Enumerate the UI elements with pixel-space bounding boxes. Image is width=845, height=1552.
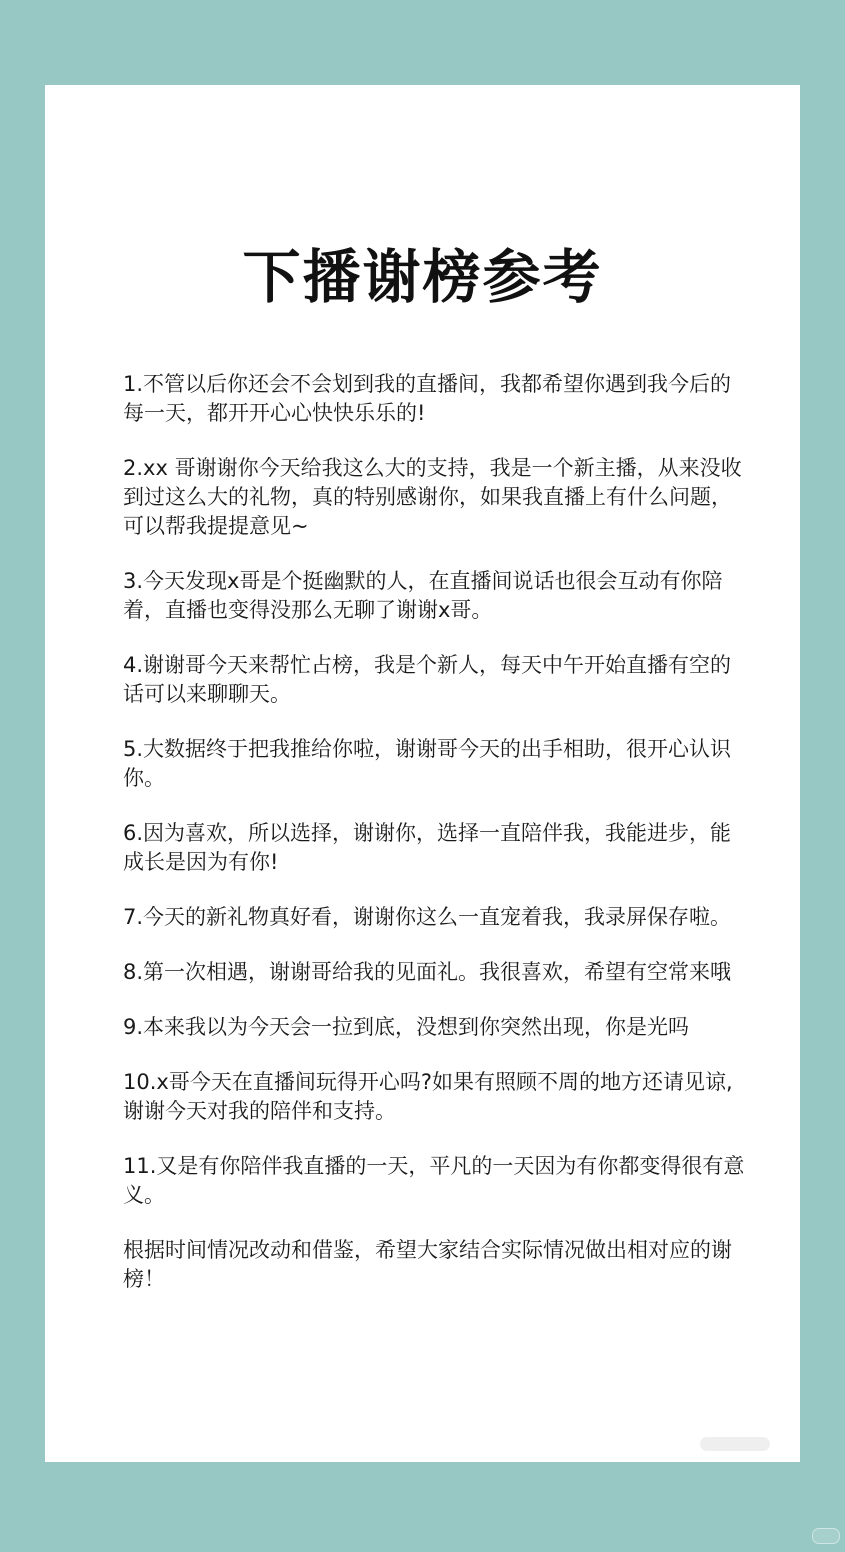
paragraph-6: 6.因为喜欢，所以选择，谢谢你，选择一直陪伴我，我能进步，能成长是因为有你! bbox=[123, 821, 732, 874]
paragraph-11: 11.又是有你陪伴我直播的一天，平凡的一天因为有你都变得很有意义。 bbox=[123, 1154, 745, 1207]
paragraph-8: 8.第一次相遇，谢谢哥给我的见面礼。我很喜欢，希望有空常来哦 bbox=[123, 960, 732, 984]
corner-watermark-icon bbox=[812, 1528, 840, 1544]
paragraph-3: 3.今天发现x哥是个挺幽默的人，在直播间说话也很会互动有你陪着，直播也变得没那么无聊了谢谢x哥。 bbox=[123, 569, 723, 622]
paragraph-1: 1.不管以后你还会不会划到我的直播间，我都希望你遇到我今后的每一天，都开开心心快快乐乐的! bbox=[123, 372, 732, 425]
footer-note: 根据时间情况改动和借鉴，希望大家结合实际情况做出相对应的谢榜！ bbox=[123, 1238, 732, 1291]
content-body bbox=[123, 370, 751, 1320]
paragraph-5: 5.大数据终于把我推给你啦，谢谢哥今天的出手相助，很开心认识你。 bbox=[123, 737, 732, 790]
paragraph-10: 10.x哥今天在直播间玩得开心吗?如果有照顾不周的地方还请见谅,谢谢今天对我的陪伴和支持。 bbox=[123, 1070, 733, 1123]
paragraph-9: 9.本来我以为今天会一拉到底，没想到你突然出现，你是光吗 bbox=[123, 1015, 690, 1039]
paragraph-4: 4.谢谢哥今天来帮忙占榜，我是个新人，每天中午开始直播有空的话可以来聊聊天。 bbox=[123, 653, 732, 706]
paragraph-2: 2.xx 哥谢谢你今天给我这么大的支持，我是一个新主播，从来没收到过这么大的礼物，真的特别感谢你，如果我直播上有什么问题，可以帮我提提意见~ bbox=[123, 456, 742, 538]
paragraph-7: 7.今天的新礼物真好看，谢谢你这么一直宠着我，我录屏保存啦。 bbox=[123, 905, 732, 929]
page-title: 下播谢榜参考 bbox=[242, 243, 603, 311]
watermark bbox=[700, 1437, 770, 1451]
